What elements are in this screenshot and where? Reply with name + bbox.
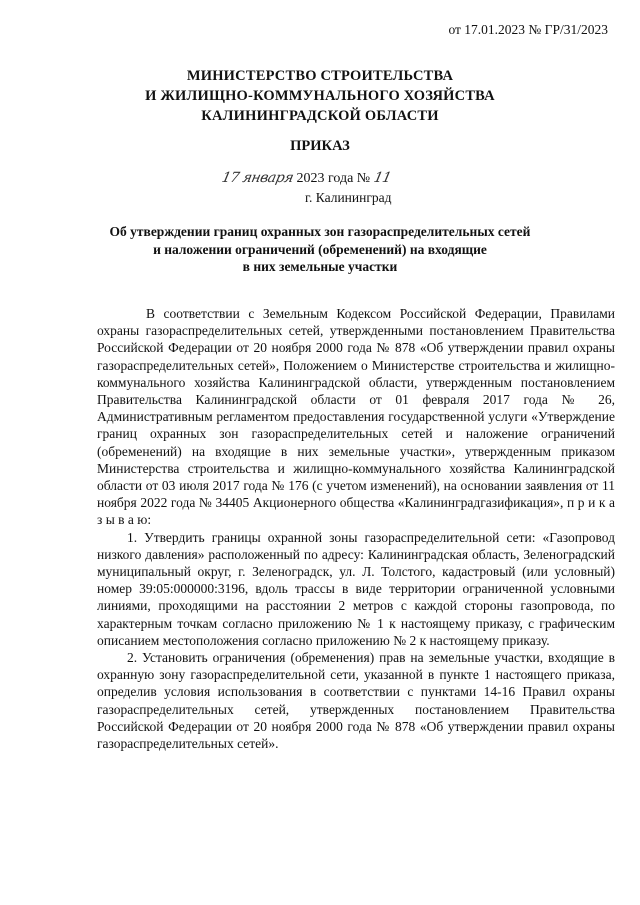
order-city: г. Калининград xyxy=(305,190,392,205)
title-line-3: в них земельные участки xyxy=(242,259,398,274)
ministry-line-2: И ЖИЛИЩНО-КОММУНАЛЬНОГО ХОЗЯЙСТВА xyxy=(145,88,495,104)
order-item-1: 1. Утвердить границы охранной зоны газораспределительной сети: «Газопровод низкого давления» расположенный по адресу: Калининградская область, Зеленоградский муниципальный округ, г. Зеленоградск, ул. Л. Толстого, кадастровый (или условный) номер 39:05:000000:3196, вдоль трассы в виде территории ограниченной условными линиями, проходящими на расстоянии 2 метров с каждой стороны газопровода, по характерным точкам согласно приложению № 1 к настоящему приказу, с графическим описанием местоположения согласно приложению № 2 к настоящему приказу. xyxy=(97,529,615,648)
order-item-2: 2. Установить ограничения (обременения) прав на земельные участки, входящие в охранную зону газораспределительной сети, указанной в пункте 1 настоящего приказа, определив условия использования в соответствии с пунктами 14-16 Правил охраны газораспределительных сетей, утвержденных постановлением Правительства Российской Федерации от 20 ноября 2000 года № 878 «Об утверждении правил охраны газораспределительных сетей». xyxy=(97,650,615,752)
preamble-paragraph xyxy=(97,305,615,529)
title-line-1: Об утверждении границ охранных зон газораспределительных сетей xyxy=(109,224,531,239)
ministry-line-1: МИНИСТЕРСТВО СТРОИТЕЛЬСТВА xyxy=(186,68,454,84)
order-title xyxy=(0,223,640,276)
preamble-text: В соответствии с Земельным Кодексом Российской Федерации, Правилами охраны газораспределительных сетей, утвержденными постановлением Правительства Российской Федерации от 20 ноября 2000 года № 878 «Об утверждении правил охраны газораспределительных сетей», Положением о Министерстве строительства и жилищно-коммунального хозяйства Калининградской области, утвержденным постановлением Правительства Калининградской области от 01 февраля 2017 года № 26, Административным регламентом предоставления государственной услуги «Утверждение границ охранных зон газораспределительных сетей и наложение ограничений (обременений) на входящие в них земельные участки», утвержденным приказом Министерства строительства и жилищно-коммунального хозяйства Калининградской области от 03 июля 2017 года № 176 (с учетом изменений), на основании заявления от 11 ноября 2022 года № 34405 Акционерного общества «Калининградгазификация», xyxy=(97,306,615,511)
handwritten-date: 17 января xyxy=(220,170,295,186)
handwritten-order-number: 11 xyxy=(371,170,393,186)
ministry-header xyxy=(0,66,640,126)
order-body xyxy=(97,305,615,752)
document-reference: от 17.01.2023 № ГР/31/2023 xyxy=(448,22,608,37)
order-date-line xyxy=(222,170,391,187)
document-type: ПРИКАЗ xyxy=(290,138,350,154)
order-year-text: 2023 года № xyxy=(292,171,374,186)
order-verb: п р и к а з ы в а ю: xyxy=(97,495,616,528)
ministry-line-3: КАЛИНИНГРАДСКОЙ ОБЛАСТИ xyxy=(201,108,439,124)
title-line-2: и наложении ограничений (обременений) на входящие xyxy=(153,241,487,257)
